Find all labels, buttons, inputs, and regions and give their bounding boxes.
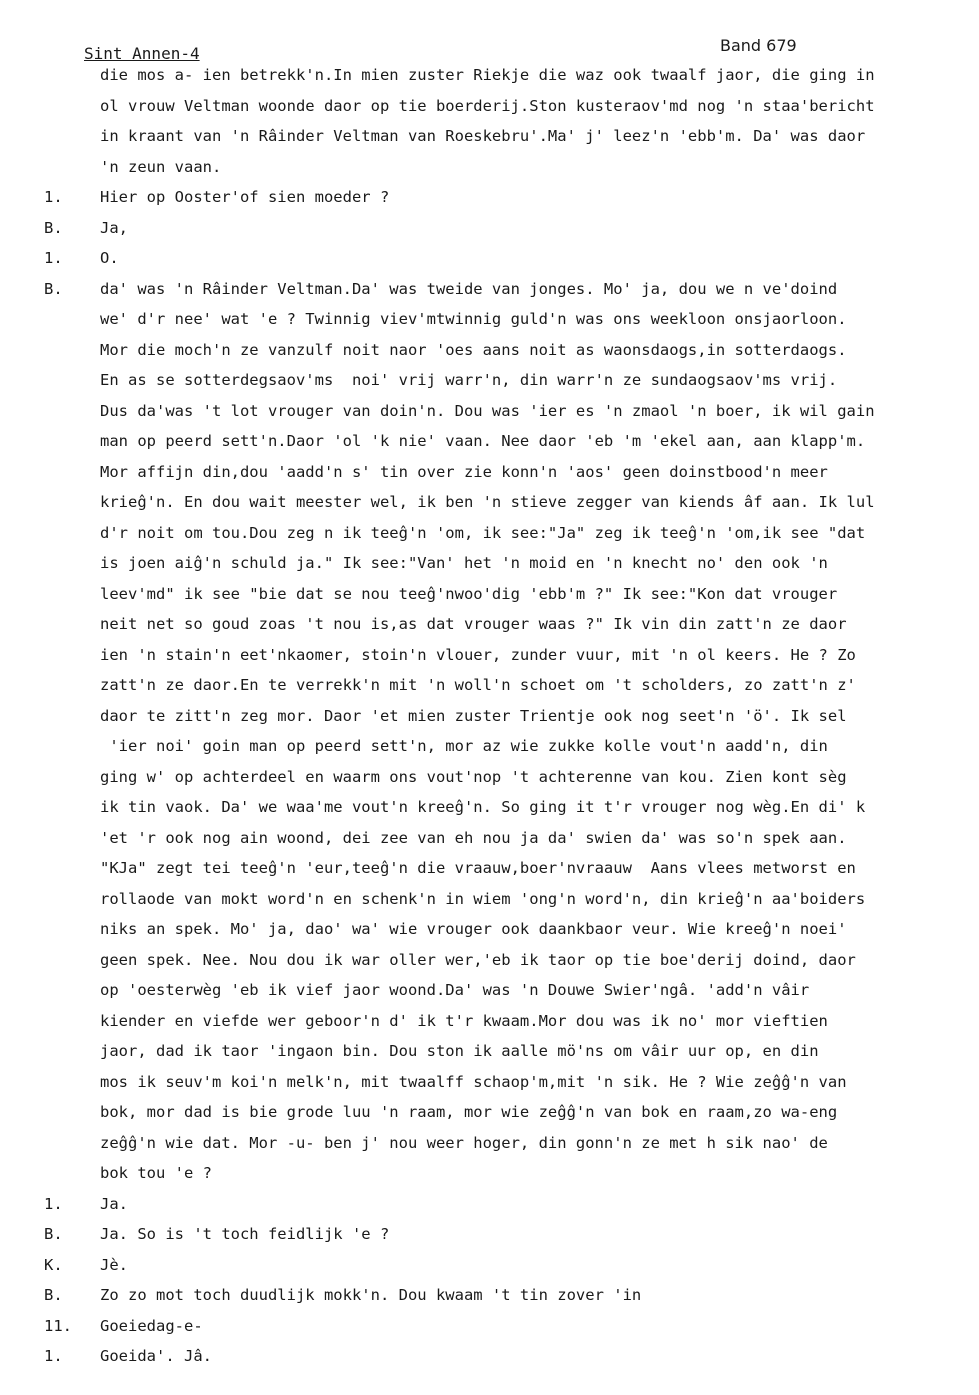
line-text: mos ik seuv'm koi'n melk'n, mit twaalff schaop'm,mit 'n sik. He ? Wie zeĝĝ'n van [100,1072,847,1091]
line-text: Mor die moch'n ze vanzulf noit naor 'oes aans noit as waonsdaogs,in sotterdaogs. [100,340,847,359]
transcript-line [0,127,979,157]
transcript-line [0,1103,979,1133]
transcript-line [0,554,979,584]
transcript-line [0,402,979,432]
transcript-line [0,280,979,310]
line-text: Hier op Ooster'of sien moeder ? [100,188,390,206]
line-text: rollaode van mokt word'n en schenk'n in wiem 'ong'n word'n, din krieĝ'n aa'boiders [100,889,866,908]
line-text: ik tin vaok. Da' we waa'me vout'n kreeĝ'n. So ging it t'r vrouger nog wèg.En di' k [100,798,866,816]
line-text: leev'md" ik see "bie dat se nou teeĝ'nwoo'dig 'ebb'm ?" Ik see:"Kon dat vrouger [100,584,838,603]
transcript-line [0,1347,979,1377]
transcript-line [0,981,979,1011]
line-text: Goeiedag-e- [100,1316,203,1335]
line-text: ging w' op achterdeel en waarm ons vout'nop 't achterenne van kou. Zien kont sèg [100,767,847,786]
line-text: daor te zitt'n zeg mor. Daor 'et mien zuster Trientje ook nog seet'n 'ö'. Ik sel [100,706,847,725]
line-text: 'n zeun vaan. [100,157,222,176]
line-text: in kraant van 'n Râinder Veltman van Roeskebru'.Ma' j' leez'n 'ebb'm. Da' was daor [100,127,866,145]
speaker-label: 1. [44,1194,63,1213]
line-text: jaor, dad ik taor 'ingaon bin. Dou ston ik aalle mö'ns om vâir uur op, en din [100,1042,819,1060]
line-text: geen spek. Nee. Nou dou ik war oller wer,'eb ik taor op tie boe'derij doind, daor [100,950,856,969]
speaker-label: 1. [44,249,63,267]
transcript-line [0,737,979,767]
speaker-label: B. [44,218,63,237]
line-text: 'ier noi' goin man op peerd sett'n, mor az wie zukke kolle vout'n aadd'n, din [100,737,828,755]
line-text: die mos a- ien betrekk'n.In mien zuster Riekje die waz ook twaalf jaor, die ging in [100,66,875,84]
transcript-line [0,524,979,554]
line-text: krieĝ'n. En dou wait meester wel, ik ben 'n stieve zegger van kiends âf aan. Ik lul [100,493,875,511]
line-text: Zo zo mot toch duudlijk mokk'n. Dou kwaam 't tin zover 'in [100,1286,642,1304]
transcript-line [0,768,979,798]
transcript-line [0,463,979,493]
transcript-line [0,1225,979,1255]
transcript-line [0,920,979,950]
transcript-line [0,66,979,96]
line-text: kiender en viefde wer geboor'n d' ik t'r kwaam.Mor dou was ik no' mor vieftien [100,1011,828,1030]
line-text: 'et 'r ook nog ain woond, dei zee van eh nou ja da' swien da' was so'n spek aan. [100,828,847,847]
line-text: Ja, [100,218,128,237]
speaker-label: 11. [44,1316,72,1335]
line-text: "KJa" zegt tei teeĝ'n 'eur,teeĝ'n die vraauw,boer'nvraauw Aans vlees metworst en [100,859,856,877]
transcript-line [0,1012,979,1042]
transcript-line [0,432,979,462]
transcript-line [0,859,979,889]
line-text: we' d'r nee' wat 'e ? Twinnig viev'mtwinnig guld'n was ons weekloon onsjaorloon. [100,310,847,328]
transcript-line [0,676,979,706]
transcript-line [0,1317,979,1347]
line-text: ien 'n stain'n eet'nkaomer, stoin'n vlouer, zunder vuur, mit 'n ol keers. He ? Zo [100,645,856,664]
speaker-label: B. [44,1286,63,1304]
line-text: Mor affijn din,dou 'aadd'n s' tin over zie konn'n 'aos' geen doinstbood'n meer [100,462,828,481]
line-text: Jè. [100,1255,128,1274]
transcript-line [0,951,979,981]
document-title: Sint Annen-4 [84,44,200,63]
speaker-label: K. [44,1255,63,1274]
transcript-line [0,188,979,218]
transcript-line [0,585,979,615]
transcript-line [0,829,979,859]
line-text: zeĝĝ'n wie dat. Mor -u- ben j' nou weer hoger, din gonn'n ze met h sik nao' de [100,1133,828,1152]
transcript-line [0,1164,979,1194]
line-text: Ja. [100,1194,128,1213]
transcript-line [0,1042,979,1072]
transcript-line [0,493,979,523]
transcript-line [0,1195,979,1225]
line-text: ol vrouw Veltman woonde daor op tie boerderij.Ston kusteraov'md nog 'n staa'bericht [100,96,875,115]
speaker-label: 1. [44,1347,63,1365]
speaker-label: B. [44,1225,63,1243]
transcript-line [0,615,979,645]
transcript-line [0,798,979,828]
transcript-line [0,1073,979,1103]
transcript-line [0,310,979,340]
transcript-line [0,249,979,279]
line-text: bok, mor dad is bie grode luu 'n raam, mor wie zeĝĝ'n van bok en raam,zo wa-eng [100,1103,838,1121]
line-text: op 'oesterwèg 'eb ik vief jaor woond.Da' was 'n Douwe Swier'ngâ. 'add'n vâir [100,981,810,999]
line-text: is joen aiĝ'n schuld ja." Ik see:"Van' het 'n moid en 'n knecht no' den ook 'n [100,554,828,572]
transcript-line [0,371,979,401]
transcript-line [0,646,979,676]
line-text: da' was 'n Râinder Veltman.Da' was tweide van jonges. Mo' ja, dou we n ve'doind [100,279,838,298]
line-text: neit net so goud zoas 't nou is,as dat vrouger waas ?" Ik vin din zatt'n ze daor [100,615,847,633]
transcript-line [0,1286,979,1316]
line-text: zatt'n ze daor.En te verrekk'n mit 'n woll'n schoet om 't scholders, zo zatt'n z' [100,676,856,694]
transcript-line [0,219,979,249]
speaker-label: 1. [44,188,63,206]
speaker-label: B. [44,279,63,298]
line-text: En as se sotterdegsaov'ms noi' vrij warr'n, din warr'n ze sundaogsaov'ms vrij. [100,371,838,389]
line-text: niks an spek. Mo' ja, dao' wa' wie vrouger ook daankbaor veur. Wie kreeĝ'n noei' [100,920,847,938]
line-text: Dus da'was 't lot vrouger van doin'n. Dou was 'ier es 'n zmaol 'n boer, ik wil gain [100,401,875,420]
line-text: d'r noit om tou.Dou zeg n ik teeĝ'n 'om, ik see:"Ja" zeg ik teeĝ'n 'om,ik see "dat [100,523,866,542]
transcript-line [0,1134,979,1164]
transcript-line [0,1256,979,1286]
band-number: Band 679 [720,36,797,55]
transcript-line [0,890,979,920]
line-text: Ja. So is 't toch feidlijk 'e ? [100,1225,390,1243]
line-text: man op peerd sett'n.Daor 'ol 'k nie' vaan. Nee daor 'eb 'm 'ekel aan, aan klapp'm. [100,432,866,450]
transcript-line [0,97,979,127]
transcript-line [0,707,979,737]
line-text: Goeida'. Jâ. [100,1347,212,1365]
transcript-line [0,341,979,371]
transcript-line [0,158,979,188]
line-text: O. [100,249,119,267]
line-text: bok tou 'e ? [100,1164,212,1182]
